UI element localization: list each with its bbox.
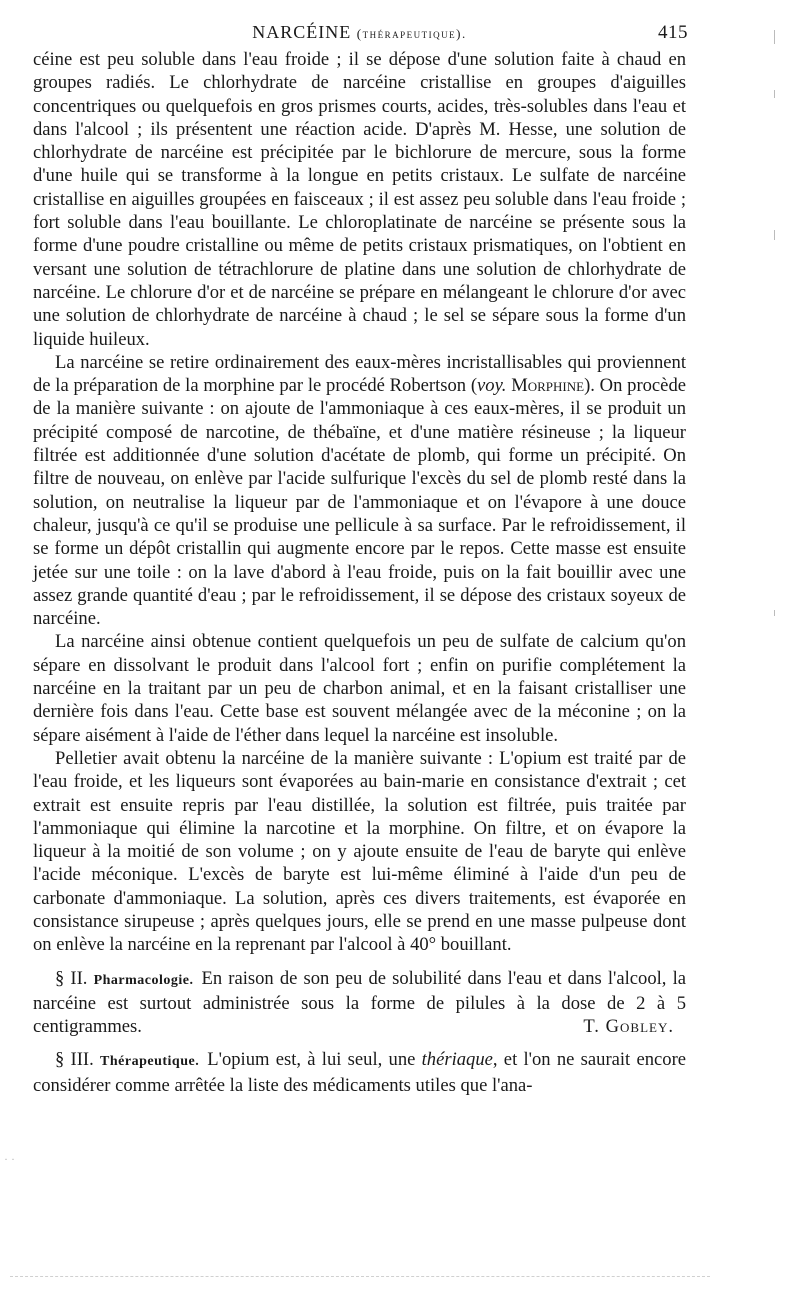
paragraph-extraction-italic: voy.	[477, 375, 507, 397]
section-3-heading: Thérapeutique.	[100, 1054, 200, 1070]
paragraph-salts: céine est peu soluble dans l'eau froide ; il se dépose d'une solution faite à chaud en groupes radiés. Le chlorhydrate de narcéine cristallise en groupes d'aiguilles concentriques ou quelquefois en gros prismes courts, acides, très-solubles dans l'eau et dans l'alcool ; ils présentent une réaction acide. D'après M. Hesse, une solution de chlorhydrate de narcéine est précipitée par le bichlorure de mercure, sous la forme d'une huile qui se transforme à la longue en petits cristaux. Le sulfate de narcéine cristallise en aiguilles groupées en faisceaux ; il est assez peu soluble dans l'eau froide ; fort soluble dans l'eau bouillante. Le chloroplatinate de narcéine se présente sous la forme d'une poudre cristalline ou même de petits cristaux prismatiques, on l'obtient en versant une solution de tétrachlorure de platine dans une solution de chlorhydrate de narcéine. Le chlorure d'or et de narcéine se prépare en mélangeant le chlorure d'or avec une solution de chlorhydrate de narcéine à chaud ; le sel se sépare sous la forme d'un liquide huileux.	[33, 49, 686, 350]
section-therapeutique	[33, 1048, 686, 1097]
bottom-scan-edge	[10, 1276, 710, 1277]
section-2-signature: T. Gobley.	[583, 1016, 674, 1038]
margin-smudge: · ·	[4, 1152, 15, 1166]
section-2-heading: Pharmacologie.	[93, 972, 194, 988]
section-3-before: L'opium est, à lui seul, une	[207, 1049, 422, 1071]
section-2-text: En raison de son peu de solubilité dans l'eau et dans l'alcool, la narcéine est surtout administrée sous la forme de pilules à la dose de 2 à 5 centigrammes.	[33, 967, 686, 1038]
page-number: 415	[658, 22, 688, 43]
section-3-after: , et l'on ne saurait encore considérer comme arrêtée la liste des médicaments utiles que l'ana-	[33, 1049, 687, 1096]
book-page	[33, 22, 686, 1097]
header-subtitle: (thérapeutique).	[356, 26, 467, 41]
paragraph-extraction	[33, 351, 686, 631]
header-title: NARCÉINE	[252, 22, 352, 42]
page-edge-marks	[774, 0, 776, 1314]
section-pharmacologie	[33, 967, 686, 1039]
paragraph-extraction-smallcaps: Morphine	[506, 375, 585, 397]
running-head-title	[252, 22, 466, 43]
paragraph-extraction-after: ). On procède de la manière suivante : on ajoute de l'ammoniaque à ces eaux-mères, il se produit un précipité composé de narcotine, de thébaïne, et d'une matière résineuse ; la liqueur filtrée est additionnée d'une solution d'acétate de plomb, qui forme un précipité. On filtre de nouveau, on enlève par l'acide sulfurique l'excès du sel de plomb resté dans la solution, on neutralise la liqueur par de l'ammoniaque et on l'évapore à une douce chaleur, jusqu'à ce qu'il se produise une pellicule à sa surface. Par le refroidissement, il se forme un dépôt cristallin qui augmente encore par le repos. Cette masse est ensuite jetée sur une toile : on la lave d'abord à l'eau froide, puis on la fait bouillir avec une assez grande quantité d'eau ; par le refroidissement, il se dépose des cristaux soyeux de narcéine.	[33, 375, 686, 630]
section-3-number: § III.	[55, 1049, 94, 1071]
section-2-number: § II.	[55, 967, 88, 989]
section-3-italic: thériaque	[421, 1049, 493, 1071]
paragraph-purification: La narcéine ainsi obtenue contient quelquefois un peu de sulfate de calcium qu'on sépare en dissolvant le produit dans l'alcool fort ; enfin on purifie complétement la narcéine en la traitant par un peu de charbon animal, et en la faisant cristalliser une dernière fois dans l'eau. Cette base est souvent mélangée avec de la méconine ; on la sépare aisément à l'aide de l'éther dans lequel la narcéine est insoluble.	[33, 631, 686, 746]
paragraph-extraction-before: La narcéine se retire ordinairement des eaux-mères incristallisables qui proviennent de la préparation de la morphine par le procédé Robertson (	[33, 351, 686, 397]
paragraph-pelletier: Pelletier avait obtenu la narcéine de la manière suivante : L'opium est traité par de l'eau froide, et les liqueurs sont évaporées au bain-marie en consistance d'extrait ; cet extrait est ensuite repris par l'eau distillée, la solution est filtrée, puis traitée par l'ammoniaque qui élimine la narcotine et la morphine. On filtre, et on évapore la liqueur à la moitié de son volume ; on y ajoute ensuite de l'eau de baryte qui enlève l'acide méconique. L'excès de baryte est lui-même éliminé à l'aide d'un peu de carbonate d'ammoniaque. La solution, après ces divers traitements, est évaporée en consistance sirupeuse ; après quelques jours, elle se prend en une masse pulpeuse dont on enlève la narcéine en la reprenant par l'alcool à 40° bouillant.	[33, 747, 686, 956]
running-head	[33, 22, 686, 48]
